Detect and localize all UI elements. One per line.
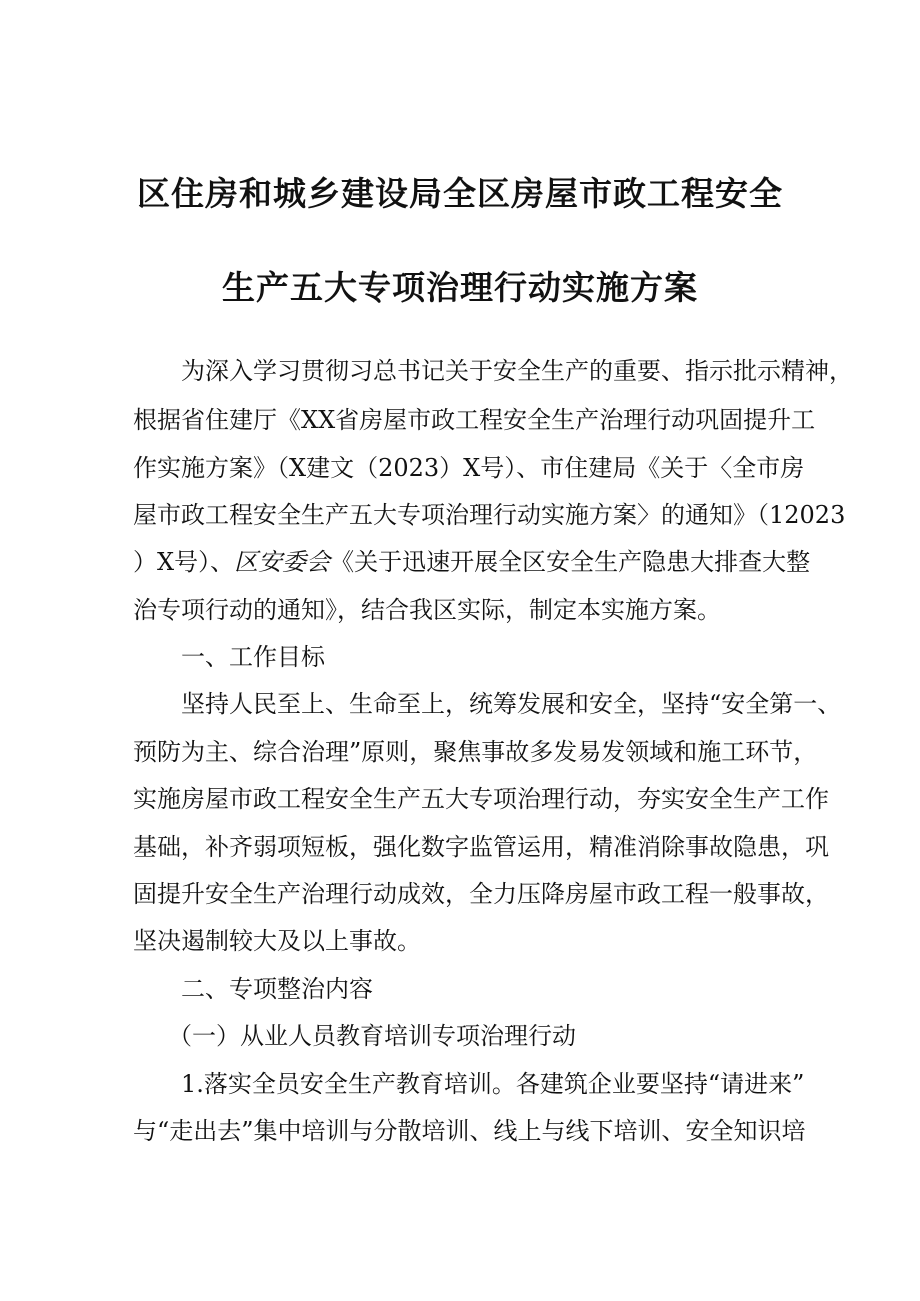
intro-line-3: 作实施方案》（X建文（2023）X号）、市住建局《关于〈全市房: [133, 454, 805, 482]
intro-line-5: [133, 547, 811, 577]
intro-line-5-part-c: 《关于迅速开展全区安全生产隐患大排查大整: [330, 548, 811, 576]
section-2-subheading: （一）从业人员教育培训专项治理行动: [168, 1022, 576, 1050]
section-1-heading: 一、工作目标: [181, 643, 325, 671]
section-1-line-3: 实施房屋市政工程安全生产五大专项治理行动，夯实安全生产工作: [133, 785, 829, 813]
section-1-line-6: 坚决遏制较大及以上事故。: [133, 927, 421, 955]
section-1-line-1: 坚持人民至上、生命至上，统筹发展和安全，坚持“安全第一、: [181, 690, 842, 718]
section-2-item-1-line-2: 与“走出去”集中培训与分散培训、线上与线下培训、安全知识培: [133, 1117, 806, 1145]
document-title-line-1: 区住房和城乡建设局全区房屋市政工程安全: [137, 174, 783, 213]
intro-line-5-part-a: ）X号）、: [133, 548, 235, 576]
intro-line-4: 屋市政工程安全生产五大专项治理行动实施方案〉的通知》（12023: [133, 501, 846, 529]
section-1-line-5: 固提升安全生产治理行动成效，全力压降房屋市政工程一般事故，: [133, 880, 829, 908]
document-title-line-2: 生产五大专项治理行动实施方案: [222, 268, 698, 307]
section-2-heading: 二、专项整治内容: [181, 975, 373, 1003]
section-1-line-2: 预防为主、综合治理”原则，聚焦事故多发易发领域和施工环节，: [133, 738, 818, 766]
section-1-line-4: 基础，补齐弱项短板，强化数字监管运用，精准消除事故隐患，巩: [133, 833, 829, 861]
intro-line-5-part-b: 区安委会: [234, 548, 331, 576]
intro-line-1: 为深入学习贯彻习总书记关于安全生产的重要、指示批示精神，: [181, 357, 853, 385]
intro-line-2: 根据省住建厅《XX省房屋市政工程安全生产治理行动巩固提升工: [133, 406, 816, 434]
intro-line-6: 治专项行动的通知》，结合我区实际，制定本实施方案。: [133, 596, 721, 624]
section-2-item-1-line-1: 1.落实全员安全生产教育培训。各建筑企业要坚持“请进来”: [181, 1070, 805, 1098]
